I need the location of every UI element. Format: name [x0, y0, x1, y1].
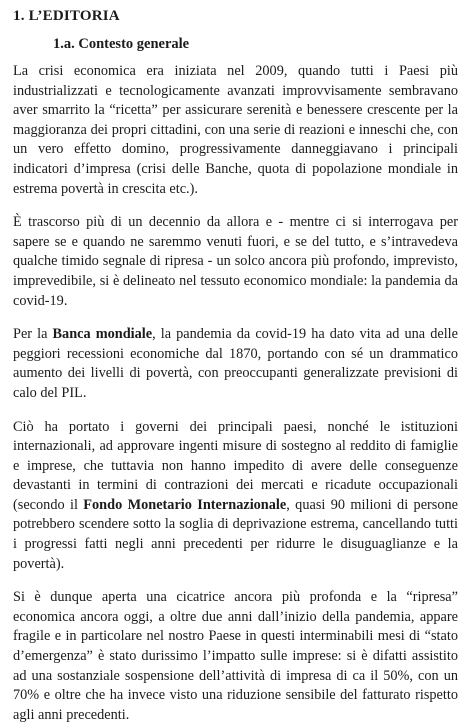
paragraph-2: È trascorso più di un decennio da allora e - mentre ci si interrogava per sapere se e quando ne saremmo venuti fuori, e se del tutto, e s’intravedeva qualche timido segnale di ripresa - un solco ancora più profondo, imprevisto, imprevedibile, si è delineato nel tessuto economico mondiale: la pandemia da covid-19. — [13, 214, 458, 309]
paragraph-4-text-end: , quasi 90 milioni di persone potrebbero scendere sotto la soglia di deprivazione estrema, cancellando tutti i progressi fatti negli anni precedenti per ridurre le disuguaglianze e la povertà). — [13, 496, 459, 572]
paragraph-1: La crisi economica era iniziata nel 2009, quando tutti i Paesi più industrializzati e tecnologicamente avanzati improvvisamente sembravano aver smarrito la “ricetta” per assicurare serenità e benessere crescente per la maggioranza dei propri cittadini, con una serie di reazioni e inneschi che, con un vero effetto domino, progressivamente danneggiavano i principali indicatori d’impresa (crisi delle Banche, quota di popolazione mondiale in estrema povertà in crescita etc.). — [13, 63, 458, 197]
paragraph-4 — [13, 418, 458, 575]
section-heading: 1. L’EDITORIA — [13, 8, 120, 24]
paragraph-4-text-start: Ciò ha portato i governi dei principali paesi, nonché le istituzioni internazionali, ad approvare ingenti misure di sostegno al reddito di famiglie e imprese, che tuttavia non hanno impedito di avere delle conseguenze devastanti in termini di contrazioni dei mercati e ricadute occupazionali (secondo il — [13, 418, 458, 513]
paragraph-3-text-start: Per la — [13, 326, 53, 343]
paragraph-3 — [13, 325, 458, 403]
paragraph-5: Si è dunque aperta una cicatrice ancora più profonda e la “ripresa” economica ancora oggi, a oltre due anni dall’inizio della pandemia, appare fragile e in particolare nel nostro Paese in questi interminabili mesi di “stato d’emergenza” è stato durissimo l’impatto sulle imprese: si è difatti assistito ad una sostanziale sospensione dell’attività di impresa di ca il 50%, con un 70% e oltre che ha invece visto una riduzione sensibile del fatturato rispetto agli anni precedenti. — [13, 589, 458, 723]
subsection-heading: 1.a. Contesto generale — [53, 36, 190, 52]
bold-term-fmi: Fondo Monetario Internazionale — [83, 496, 287, 513]
bold-term-banca-mondiale: Banca mondiale — [52, 326, 153, 343]
paragraph-3-text-end: , la pandemia da covid-19 ha dato vita ad una delle peggiori recessioni economiche dal 1870, portando con sé un drammatico aumento dei livelli di povertà, con preoccupanti generalizzate previsioni di calo del PIL. — [13, 326, 458, 401]
